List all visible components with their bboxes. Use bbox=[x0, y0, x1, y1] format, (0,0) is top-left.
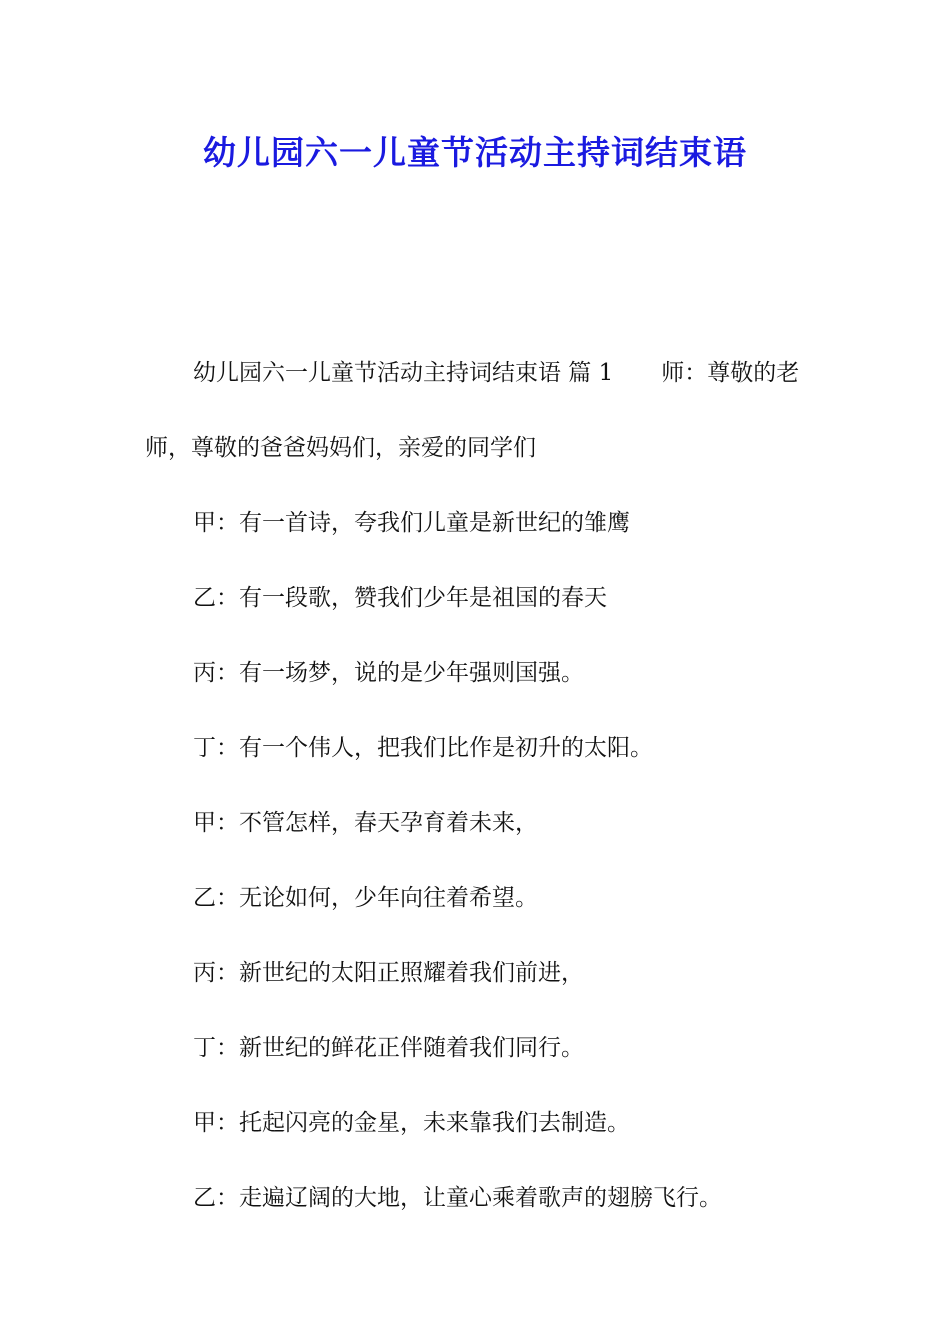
dialogue-line-6: 乙：无论如何，少年向往着希望。 bbox=[193, 885, 538, 911]
dialogue-line-4: 丁：有一个伟人，把我们比作是初升的太阳。 bbox=[193, 735, 653, 761]
dialogue-line-1: 甲：有一首诗，夸我们儿童是新世纪的雏鹰 bbox=[193, 510, 630, 536]
dialogue-line-8: 丁：新世纪的鲜花正伴随着我们同行。 bbox=[193, 1035, 584, 1061]
intro-paragraph bbox=[145, 336, 810, 486]
dialogue-line-7: 丙：新世纪的太阳正照耀着我们前进， bbox=[193, 960, 584, 986]
dialogue-line-5: 甲：不管怎样，春天孕育着未来， bbox=[193, 810, 538, 836]
intro-heading: 幼儿园六一儿童节活动主持词结束语 篇 1 bbox=[193, 360, 614, 386]
dialogue-line-3: 丙：有一场梦，说的是少年强则国强。 bbox=[193, 660, 584, 686]
document-title: 幼儿园六一儿童节活动主持词结束语 bbox=[203, 133, 747, 172]
dialogue-line-9: 甲：托起闪亮的金星，未来靠我们去制造。 bbox=[193, 1110, 630, 1136]
document-body bbox=[145, 336, 810, 1236]
dialogue-line-2: 乙：有一段歌，赞我们少年是祖国的春天 bbox=[193, 585, 607, 611]
intro-text: 师：尊敬的老师，尊敬的爸爸妈妈们，亲爱的同学们 bbox=[145, 360, 800, 461]
dialogue-line-10: 乙：走遍辽阔的大地，让童心乘着歌声的翅膀飞行。 bbox=[193, 1185, 722, 1211]
